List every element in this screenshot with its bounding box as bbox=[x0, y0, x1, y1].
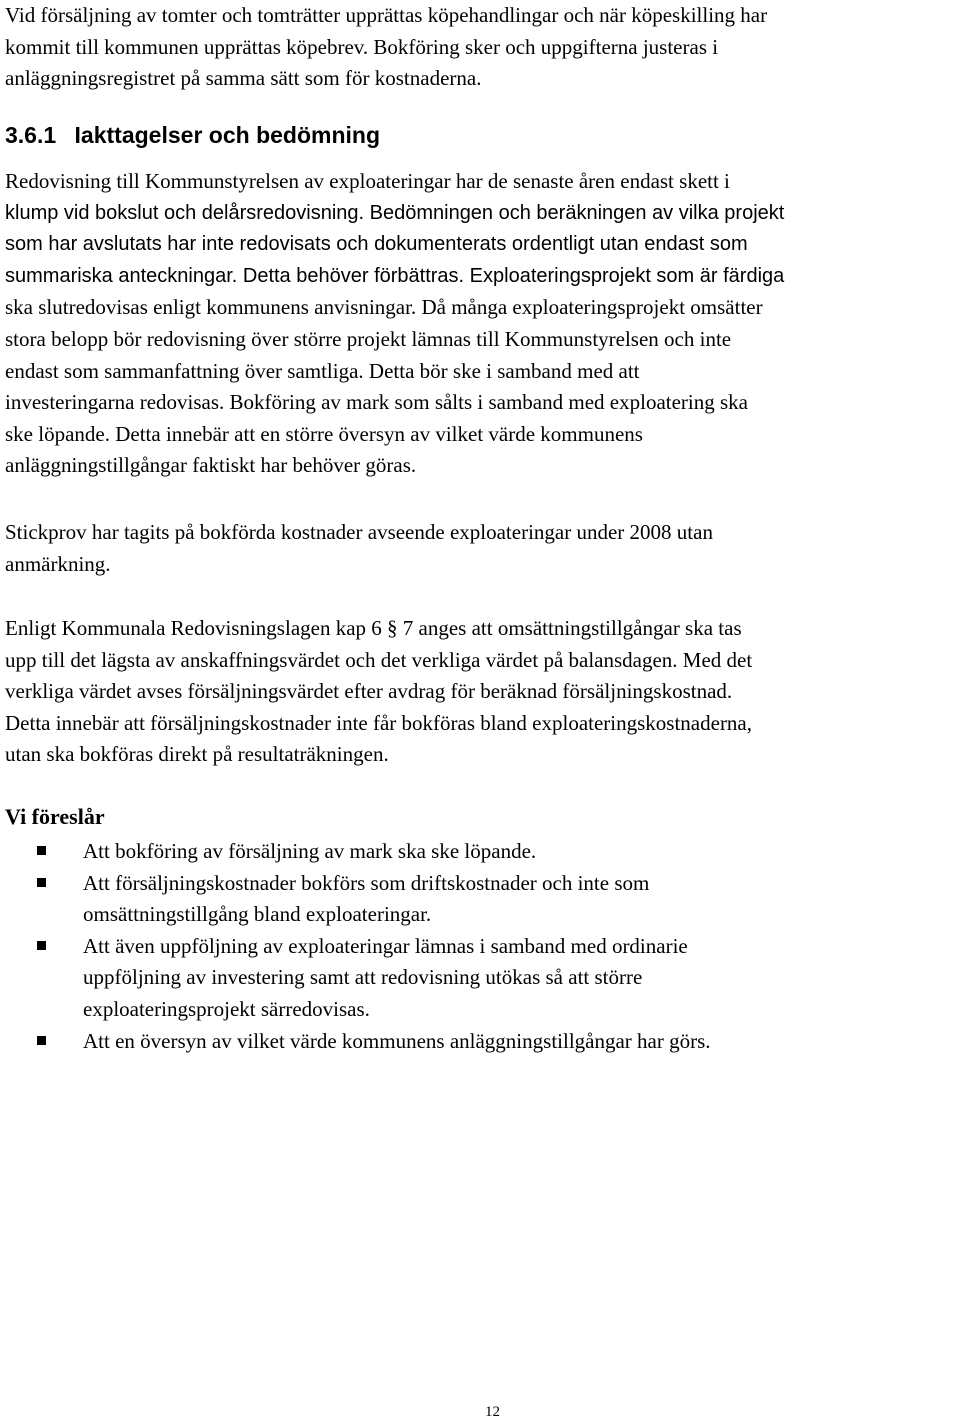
observations-line: anläggningstillgångar faktiskt har behöver göras. bbox=[5, 453, 417, 478]
proposal-item bbox=[5, 931, 711, 1026]
proposal-line: omsättningstillgång bland exploateringar. bbox=[83, 902, 432, 927]
observations-paragraph bbox=[5, 166, 784, 482]
observations-line: stora belopp bör redovisning över större projekt lämnas till Kommunstyrelsen och inte bbox=[5, 326, 732, 351]
proposal-line: Att bokföring av försäljning av mark ska ske löpande. bbox=[83, 839, 537, 863]
square-bullet-icon bbox=[37, 1036, 46, 1045]
law-line: utan ska bokföras direkt på resultaträkningen. bbox=[5, 742, 389, 767]
proposal-line: Att en översyn av vilket värde kommunens anläggningstillgångar har görs. bbox=[83, 1028, 711, 1053]
proposal-item bbox=[5, 868, 711, 931]
intro-line: Vid försäljning av tomter och tomträtter upprättas köpehandlingar och när köpeskilling har bbox=[5, 3, 768, 27]
law-line: Detta innebär att försäljningskostnader inte får bokföras bland exploateringskostnaderna, bbox=[5, 710, 753, 735]
square-bullet-icon bbox=[37, 941, 46, 950]
law-paragraph bbox=[5, 613, 752, 771]
observations-line: endast som sammanfattning över samtliga. Detta bör ske i samband med att bbox=[5, 358, 640, 383]
observations-line: summariska anteckningar. Detta behöver förbättras. Exploateringsprojekt som är färdiga bbox=[5, 264, 785, 287]
proposal-item bbox=[5, 836, 711, 868]
observations-line: investeringarna redovisas. Bokföring av mark som sålts i samband med exploatering ska bbox=[5, 390, 748, 415]
square-bullet-icon bbox=[37, 878, 46, 887]
observations-line: ske löpande. Detta innebär att en större översyn av vilket värde kommunens bbox=[5, 421, 643, 446]
observations-line: Redovisning till Kommunstyrelsen av exploateringar har de senaste åren endast skett i bbox=[5, 169, 730, 193]
observations-line: klump vid bokslut och delårsredovisning. Bedömningen och beräkningen av vilka projekt bbox=[5, 201, 785, 224]
page-number: 12 bbox=[485, 1404, 500, 1420]
sample-paragraph bbox=[5, 517, 713, 580]
proposal-line: exploateringsprojekt särredovisas. bbox=[83, 996, 370, 1021]
proposals-list bbox=[5, 836, 711, 1057]
section-title: Iakttagelser och bedömning bbox=[74, 122, 380, 148]
square-bullet-icon bbox=[37, 846, 46, 855]
section-number: 3.6.1 bbox=[5, 122, 57, 148]
observations-line: som har avslutats har inte redovisats och dokumenterats ordentligt utan endast som bbox=[5, 233, 748, 256]
proposal-line: Att försäljningskostnader bokförs som driftskostnader och inte som bbox=[83, 870, 650, 895]
proposal-line: uppföljning av investering samt att redovisning utökas så att större bbox=[83, 965, 643, 990]
sample-line: Stickprov har tagits på bokförda kostnader avseende exploateringar under 2008 utan bbox=[5, 520, 713, 544]
law-line: upp till det lägsta av anskaffningsvärdet och det verkliga värdet på balansdagen. Med det bbox=[5, 647, 753, 672]
sample-line: anmärkning. bbox=[5, 551, 111, 576]
law-line: Enligt Kommunala Redovisningslagen kap 6 § 7 anges att omsättningstillgångar ska tas bbox=[5, 616, 742, 640]
proposals-heading: Vi föreslår bbox=[5, 804, 105, 829]
proposal-item bbox=[5, 1026, 711, 1058]
intro-line: anläggningsregistret på samma sätt som för kostnaderna. bbox=[5, 66, 482, 91]
law-line: verkliga värdet avses försäljningsvärdet efter avdrag för beräknad försäljningskostnad. bbox=[5, 679, 733, 704]
intro-paragraph bbox=[5, 0, 767, 95]
observations-line: ska slutredovisas enligt kommunens anvisningar. Då många exploateringsprojekt omsätter bbox=[5, 295, 763, 320]
section-heading bbox=[5, 122, 380, 149]
intro-line: kommit till kommunen upprättas köpebrev. Bokföring sker och uppgifterna justeras i bbox=[5, 34, 719, 59]
proposal-line: Att även uppföljning av exploateringar lämnas i samband med ordinarie bbox=[83, 933, 688, 958]
